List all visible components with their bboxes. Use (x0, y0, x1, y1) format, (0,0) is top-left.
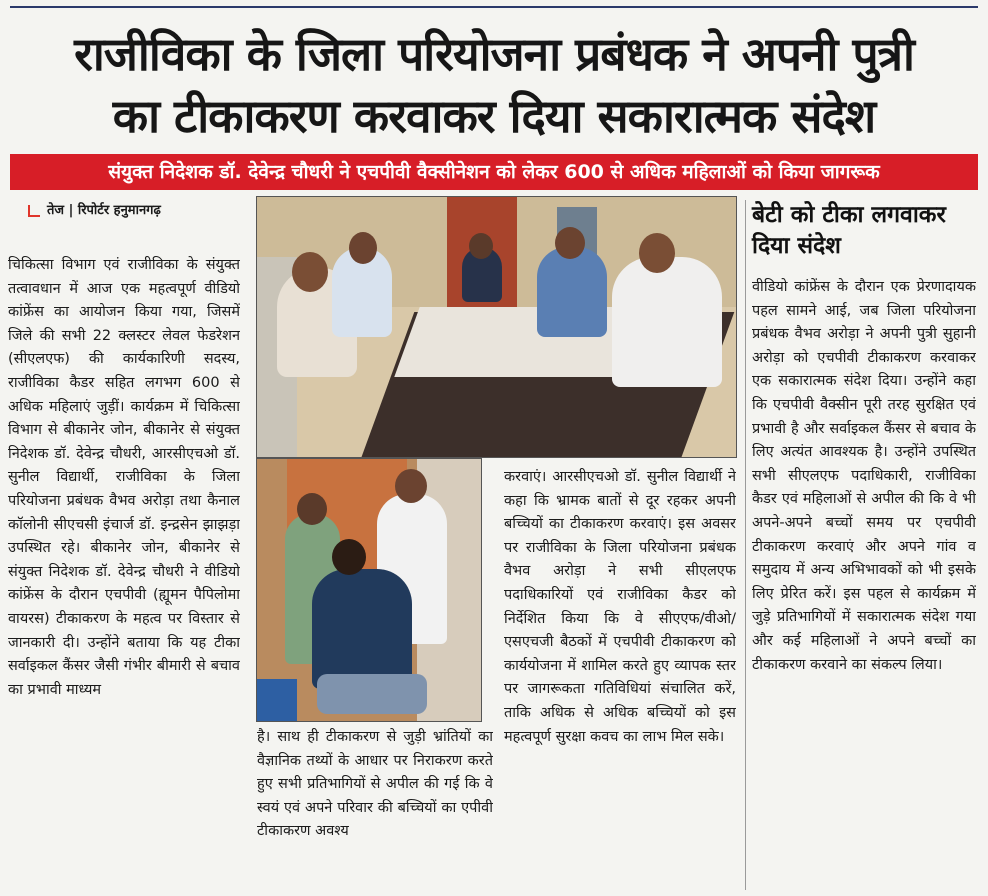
article-column-3: वीडियो कांफ्रेंस के दौरान एक प्रेरणादायक पहल सामने आई, जब जिला परियोजना प्रबंधक वैभव अरोड़ा ने अपनी पुत्री सुहानी अरोड़ा को एचपीवी टीकाकरण करवाकर एक सकारात्मक संदेश दिया। उन्होंने कहा कि एचपीवी वैक्सीन पूरी तरह सुरक्षित एवं प्रभावी है और सर्वाइकल कैंसर से बचाव के लिए अत्यंत आवश्यक है। उन्होंने उपस्थित सभी सीएलएफ पदाधिकारी, राजीविका कैडर एवं महिलाओं से अपील की कि वे भी अपने-अपने बच्चों समय पर एचपीवी टीकाकरण करवाएं और अपने गांव व समुदाय में अन्य अभिभावकों को भी इसके लिए प्रेरित करें। इस पहल से कार्यक्रम में जुड़े प्रतिभागियों में सकारात्मक संदेश गया और कई महिलाओं ने अपने बच्चों का टीकाकरण करवाने का संकल्प लिया। (752, 279, 976, 673)
vaccination-photo (256, 458, 482, 722)
article-column-2a: है। साथ ही टीकाकरण से जुड़ी भ्रांतियों का वैज्ञानिक तथ्यों के आधार पर निराकरण करते हुए सभी प्रतिभागियों से अपील की गई कि वे स्वयं एवं अपने परिवार की बच्चियों का एपीवी टीकाकरण अवश्य (257, 729, 493, 840)
byline (28, 200, 161, 218)
side-headline: बेटी को टीका लगवाकर दिया संदेश (752, 202, 946, 259)
article-column-1: चिकित्सा विभाग एवं राजीविका के संयुक्त तत्वावधान में आज एक महत्वपूर्ण वीडियो कांफ्रेंस का आयोजन किया गया, जिसमें जिले की सभी 22 क्लस्टर लेवल फेडरेशन (सीएलएफ) की कार्यकारिणी सदस्य, राजीविका कैडर सहित लगभग 600 से अधिक महिलाएं जुड़ीं। कार्यक्रम में चिकित्सा विभाग से बीकानेर जोन, बीकानेर से संयुक्त निदेशक डॉ. देवेन्द्र चौधरी, आरसीएचओ डॉ. सुनील विद्यार्थी, राजीविका के जिला परियोजना प्रबंधक वैभव अरोड़ा तथा कैनाल कॉलोनी सीएचसी इंचार्ज डॉ. इन्द्रसेन झाझड़ा उपस्थित रहे। बीकानेर जोन, बीकानेर से संयुक्त निदेशक डॉ. देवेन्द्र चौधरी ने वीडियो कांफ्रेंस के दौरान एचपीवी (ह्यूमन पैपिलोमा वायरस) टीकाकरण के महत्व पर विस्तार से जानकारी दी। उन्होंने बताया कि यह टीका सर्वाइकल कैंसर जैसी गंभीर बीमारी से बचाव का प्रभावी माध्यम (8, 257, 240, 698)
headline-line-1: राजीविका के जिला परियोजना प्रबंधक ने अपनी पुत्री (74, 27, 914, 81)
subheadline-banner: संयुक्त निदेशक डॉ. देवेन्द्र चौधरी ने एचपीवी वैक्सीनेशन को लेकर 600 से अधिक महिलाओं को किया जागरूक (10, 154, 978, 190)
headline-line-2: का टीकाकरण करवाकर दिया सकारात्मक संदेश (112, 89, 876, 143)
meeting-photo (256, 196, 737, 458)
byline-text: तेज | रिपोर्टर हनुमानगढ़ (47, 203, 161, 218)
article-column-2b: करवाएं। आरसीएचओ डॉ. सुनील विद्यार्थी ने कहा कि भ्रामक बातों से दूर रहकर अपनी बच्चियों का टीकाकरण करवाएं। इस अवसर पर राजीविका के जिला परियोजना प्रबंधक वैभव अरोड़ा ने सभी सीएलएफ पदाधिकारियों एवं राजीविका कैडर को निर्देशित किया कि वे सीएएफ/वीओ/एसएचजी बैठकों में एचपीवी टीकाकरण को कार्ययोजना में शामिल करते हुए व्यापक स्तर पर जागरूकता गतिविधियां संचालित करें, ताकि अधिक से अधिक बच्चियों को इस महत्वपूर्ण सुरक्षा कवच का लाभ मिल सके। (504, 469, 736, 745)
byline-marker-icon (28, 203, 41, 216)
top-rule (10, 6, 978, 8)
column-divider (745, 200, 746, 890)
